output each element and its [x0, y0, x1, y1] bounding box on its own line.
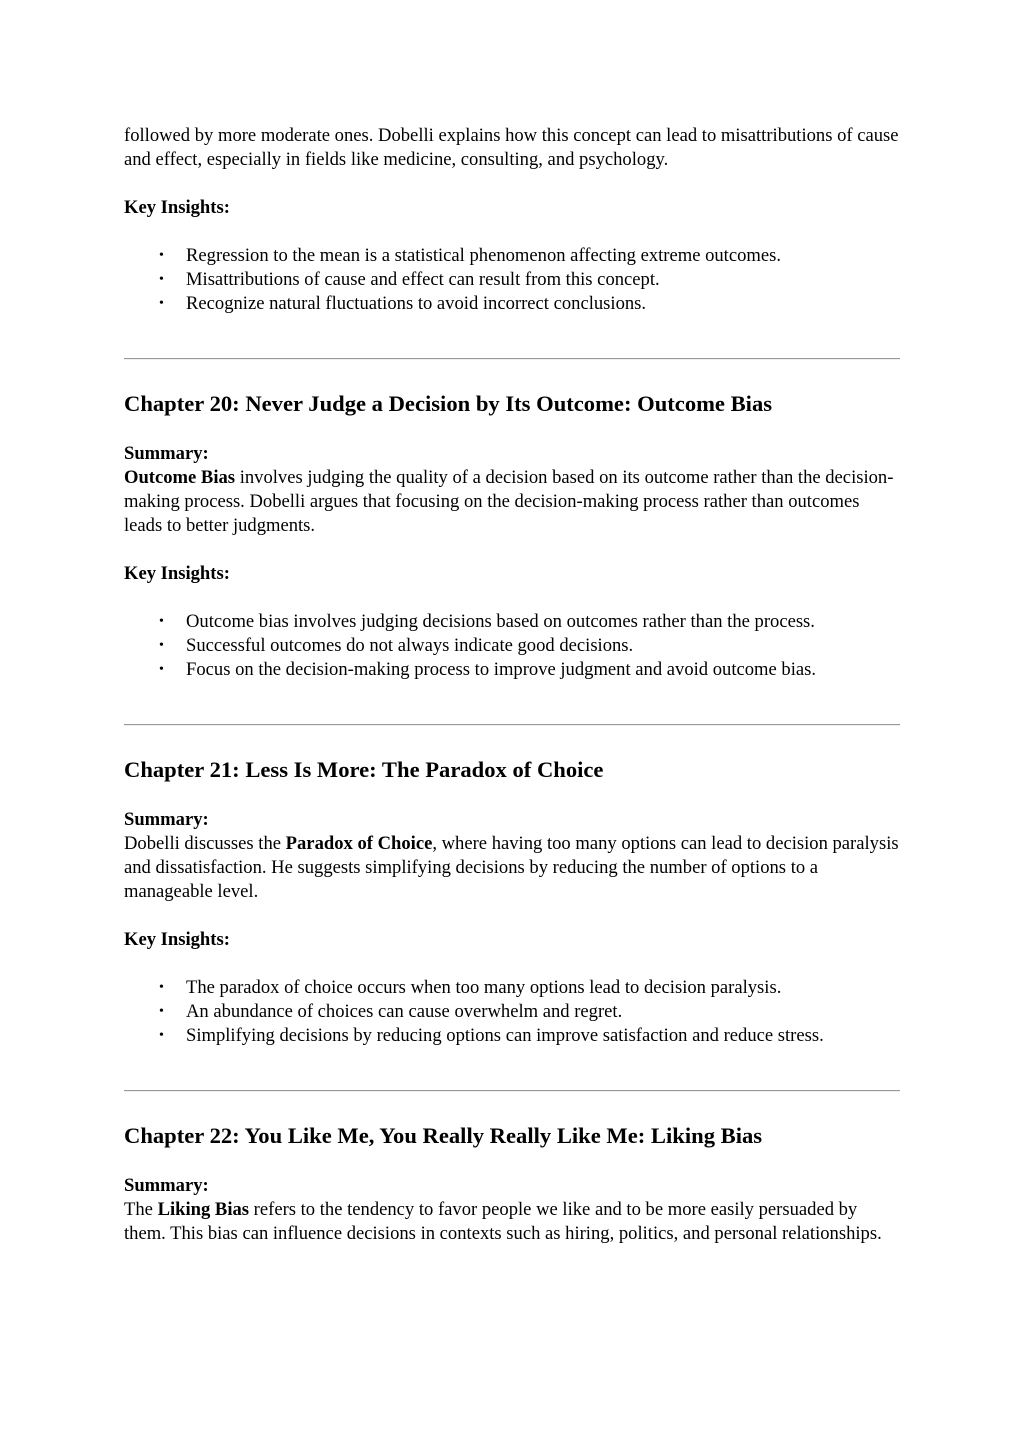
- chapter-22-title: Chapter 22: You Like Me, You Really Really Like Me: Liking Bias: [124, 1123, 763, 1148]
- bullet-icon: •: [159, 662, 164, 677]
- bullet-icon: •: [159, 638, 164, 653]
- section-divider: [124, 1090, 900, 1092]
- list-item: • An abundance of choices can cause overwhelm and regret.: [159, 1001, 623, 1022]
- summary-label: Summary:: [124, 1175, 209, 1196]
- list-item: • Focus on the decision-making process to improve judgment and avoid outcome bias.: [159, 659, 816, 680]
- bullet-icon: •: [159, 614, 164, 629]
- key-insights-list: [124, 244, 900, 316]
- term-bold: Liking Bias: [157, 1199, 250, 1220]
- bullet-icon: •: [159, 296, 164, 311]
- chapter-20-title: Chapter 20: Never Judge a Decision by Its Outcome: Outcome Bias: [124, 391, 773, 416]
- section-divider: [124, 358, 900, 360]
- key-insights-label: Key Insights:: [124, 197, 230, 218]
- bullet-icon: •: [159, 1004, 164, 1019]
- key-insights-list: [124, 976, 900, 1048]
- list-item: • Simplifying decisions by reducing options can improve satisfaction and reduce stress.: [159, 1025, 824, 1046]
- list-item: • The paradox of choice occurs when too many options lead to decision paralysis.: [159, 977, 782, 998]
- chapter-21-title: Chapter 21: Less Is More: The Paradox of Choice: [124, 757, 604, 782]
- section-divider: [124, 724, 900, 726]
- list-item: • Regression to the mean is a statistical phenomenon affecting extreme outcomes.: [159, 245, 781, 266]
- intro-paragraph: followed by more moderate ones. Dobelli explains how this concept can lead to misattributions of cause and effect, especially in fields like medicine, consulting, and psychology.: [124, 125, 899, 170]
- key-insights-label: Key Insights:: [124, 929, 230, 950]
- chapter-20-summary: Outcome Bias involves judging the quality of a decision based on its outcome rather than the decision-making process. Dobelli argues that focusing on the decision-making process rather than outcomes leads to better judgments.: [124, 467, 894, 536]
- term-bold: Paradox of Choice: [285, 833, 433, 854]
- bullet-icon: •: [159, 272, 164, 287]
- document-page: [124, 124, 900, 1246]
- chapter-21-summary: Dobelli discusses the Paradox of Choice, where having too many options can lead to decision paralysis and dissatisfaction. He suggests simplifying decisions by reducing the number of options to a manageable level.: [124, 833, 899, 902]
- bullet-icon: •: [159, 248, 164, 263]
- list-item: • Misattributions of cause and effect can result from this concept.: [159, 269, 660, 290]
- summary-label: Summary:: [124, 809, 209, 830]
- summary-label: Summary:: [124, 443, 209, 464]
- bullet-icon: •: [159, 1028, 164, 1043]
- term-bold: Outcome Bias: [124, 467, 236, 488]
- key-insights-label: Key Insights:: [124, 563, 230, 584]
- bullet-icon: •: [159, 980, 164, 995]
- list-item: • Recognize natural fluctuations to avoid incorrect conclusions.: [159, 293, 647, 314]
- key-insights-list: [124, 610, 900, 682]
- list-item: • Successful outcomes do not always indicate good decisions.: [159, 635, 634, 656]
- chapter-22-summary: The Liking Bias refers to the tendency to favor people we like and to be more easily persuaded by them. This bias can influence decisions in contexts such as hiring, politics, and personal relationships.: [124, 1199, 882, 1244]
- list-item: • Outcome bias involves judging decisions based on outcomes rather than the process.: [159, 611, 815, 632]
